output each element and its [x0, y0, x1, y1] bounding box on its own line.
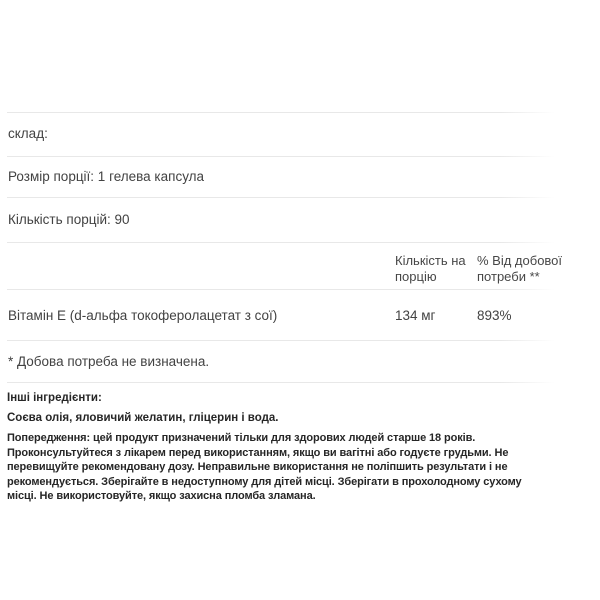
- daily-value-footnote: * Добова потреба не визначена.: [8, 354, 210, 369]
- serving-size-row: Розмір порції: 1 гелева капсула: [8, 169, 205, 184]
- servings-count-row: Кількість порцій: 90: [8, 212, 130, 227]
- divider: [7, 382, 555, 383]
- divider: [7, 112, 555, 113]
- column-header-amount-per-serving: Кількість на порцію: [395, 253, 466, 284]
- divider: [7, 156, 555, 157]
- divider: [7, 197, 555, 198]
- ingredient-amount: 134 мг: [395, 308, 436, 323]
- other-ingredients-value: Соєва олія, яловичий желатин, гліцерин і вода.: [7, 412, 279, 424]
- ingredient-daily-value: 893%: [477, 308, 512, 323]
- other-ingredients-label: Інші інгредієнти:: [7, 392, 102, 404]
- divider: [7, 289, 555, 290]
- column-header-daily-value: % Від добової потреби **: [477, 253, 563, 284]
- warning-text: Попередження: цей продукт призначений тільки для здорових людей старше 18 років. Проконсультуйтеся з лікарем перед використанням, якщо ви вагітні або годуєте грудьми. Не перевищуйте рекомендовану дозу. Неправильне використання не поліпшить результати і не рекомендується. Зберігайте в недоступному для дітей місці. Зберігати в прохолодному сухому місці. Не використовуйте, якщо захисна пломба зламана.: [7, 432, 522, 502]
- divider: [7, 242, 555, 243]
- ingredient-name: Вітамін E (d-альфа токоферолацетат з сої): [8, 308, 278, 323]
- divider: [7, 340, 555, 341]
- section-title: склад:: [8, 126, 48, 141]
